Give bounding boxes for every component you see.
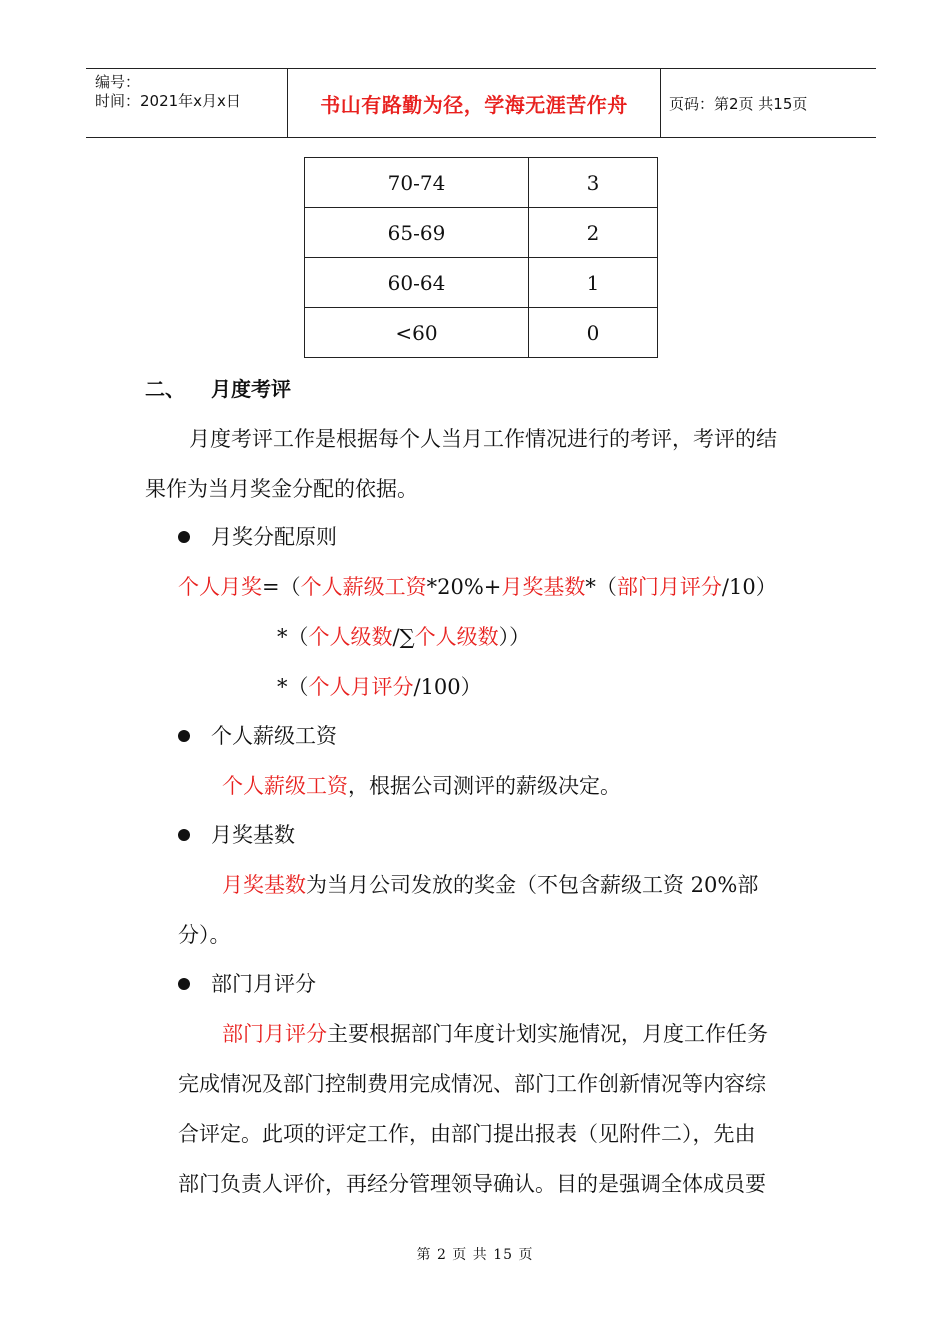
salary-term: 个人薪级工资 [222,774,348,798]
formula-op: /10） [721,575,777,599]
header-meta [95,73,241,111]
points-cell: 0 [529,308,658,358]
dept-term: 部门月评分 [222,1022,327,1046]
salary-text: ，根据公司测评的薪级决定。 [348,774,621,798]
dept-text: 主要根据部门年度计划实施情况，月度工作任务 [327,1022,768,1046]
page-footer: 第 2 页 共 15 页 [416,1247,534,1263]
formula-op: =（ [262,575,301,599]
bullet-icon [178,978,190,990]
base-term: 月奖基数 [222,873,306,897]
formula-term: 个人月奖 [178,575,262,599]
formula-op: *（ [277,675,309,699]
dept-line: 部门负责人评价，再经分管理领导确认。目的是强调全体成员要 [178,1172,766,1196]
range-cell: 70-74 [305,158,529,208]
dept-line [222,1019,768,1049]
formula-term: 月奖基数 [501,575,586,599]
intro-line: 月度考评工作是根据每个人当月工作情况进行的考评，考评的结 [189,427,777,451]
formula-op: ）） [498,625,531,649]
formula-term: 部门月评分 [616,575,722,599]
formula-op: /100） [413,675,482,699]
points-cell: 1 [529,258,658,308]
section-number: 二、 [145,377,185,401]
principle-title: 月奖分配原则 [211,525,337,549]
header-motto: 书山有路勤为径，学海无涯苦作舟 [320,92,628,117]
salary-title: 个人薪级工资 [211,724,337,748]
formula-term: 个人薪级工资 [300,575,427,599]
base-text: 为当月公司发放的奖金（不包含薪级工资 20%部 [306,873,759,897]
table-row [305,308,658,358]
points-cell: 2 [529,208,658,258]
range-cell: 65-69 [305,208,529,258]
base-line: 分）。 [178,923,231,947]
table-row [305,158,658,208]
section-title: 月度考评 [211,377,291,401]
formula-line [277,622,530,652]
formula-op: *（ [585,575,617,599]
formula-op: /∑ [392,625,415,649]
header-page-label: 页码：第2页 共15页 [669,94,808,113]
bullet-icon [178,730,190,742]
formula-op: *（ [277,625,309,649]
dept-line: 合评定。此项的评定工作，由部门提出报表（见附件二），先由 [178,1122,756,1146]
formula-line [277,672,482,702]
formula-op: *20%+ [426,575,502,599]
page-header [86,68,876,138]
base-title: 月奖基数 [211,823,295,847]
range-cell: 60-64 [305,258,529,308]
doc-time-label: 时间：2021年x月x日 [95,92,241,110]
formula-line [178,572,777,602]
salary-line [222,771,621,801]
score-table [304,157,658,358]
table-row [305,208,658,258]
formula-term: 个人级数 [308,625,393,649]
dept-title: 部门月评分 [211,972,316,996]
table-row [305,258,658,308]
formula-term: 个人级数 [414,625,499,649]
dept-line: 完成情况及部门控制费用完成情况、部门工作创新情况等内容综 [178,1072,766,1096]
bullet-icon [178,531,190,543]
range-cell: <60 [305,308,529,358]
bullet-icon [178,829,190,841]
points-cell: 3 [529,158,658,208]
formula-term: 个人月评分 [308,675,414,699]
intro-line: 果作为当月奖金分配的依据。 [145,477,418,501]
doc-number-label: 编号： [95,73,141,91]
base-line [222,870,758,900]
